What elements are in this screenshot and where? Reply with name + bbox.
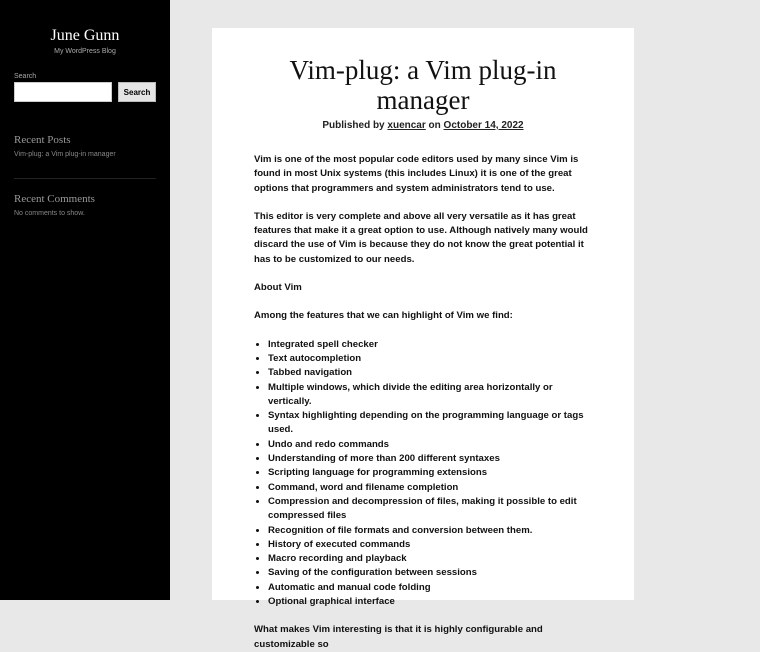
widget-divider	[14, 178, 156, 179]
sidebar	[0, 0, 170, 600]
list-item: • Saving of the configuration between sessions	[268, 566, 594, 580]
post-article	[212, 28, 634, 650]
list-item: • Optional graphical interface	[268, 595, 594, 609]
list-item: • Integrated spell checker	[268, 338, 594, 352]
search-label: Search	[14, 73, 37, 80]
paragraph: What makes Vim interesting is that it is highly configurable and customizable so	[254, 624, 543, 650]
author-link[interactable]: xuencar	[387, 120, 426, 131]
feature-list	[254, 338, 594, 610]
published-by-label: Published by	[322, 120, 385, 131]
list-item: • History of executed commands	[268, 538, 594, 552]
site-title[interactable]: June Gunn	[50, 27, 120, 44]
site-description: My WordPress Blog	[54, 48, 116, 55]
list-item: • Scripting language for programming extensions	[268, 466, 594, 480]
on-label: on	[428, 120, 441, 131]
list-item: • Macro recording and playback	[268, 552, 594, 566]
post-body	[254, 153, 594, 652]
list-item: • Automatic and manual code folding	[268, 581, 594, 595]
list-item: • Text autocompletion	[268, 352, 594, 366]
list-item: • Syntax highlighting depending on the programming language or tags used.	[268, 409, 594, 438]
search-form	[14, 82, 170, 102]
list-item: • Command, word and filename completion	[268, 481, 594, 495]
paragraph: Vim is one of the most popular code editors used by many since Vim is found in most Unix systems (this includes Linux) it is one of the great options that programmers and system administrators tend to use.	[254, 154, 579, 194]
list-item: • Compression and decompression of files, making it possible to edit compressed files	[268, 495, 594, 524]
list-item: • Undo and redo commands	[268, 438, 594, 452]
list-item: • Tabbed navigation	[268, 366, 594, 380]
no-comments-text: No comments to show.	[14, 210, 85, 217]
date-link[interactable]: October 14, 2022	[443, 120, 524, 131]
list-item: • Multiple windows, which divide the editing area horizontally or vertically.	[268, 381, 594, 410]
recent-comments-title: Recent Comments	[14, 193, 95, 205]
recent-post-link[interactable]: Vim-plug: a Vim plug-in manager	[14, 151, 116, 158]
list-item: • Recognition of file formats and conversion between them.	[268, 524, 594, 538]
recent-posts-title: Recent Posts	[14, 134, 71, 146]
section-heading: About Vim	[254, 282, 302, 294]
search-input[interactable]	[14, 82, 112, 102]
paragraph: Among the features that we can highlight of Vim we find:	[254, 310, 513, 322]
paragraph: This editor is very complete and above all very versatile as it has great features that make it a great option to use. Although natively many would discard the use of Vim is because they do not know the great potential it has to be customized to our needs.	[254, 210, 588, 265]
search-button[interactable]: Search	[118, 82, 156, 102]
post-title: Vim-plug: a Vim plug-in manager	[289, 55, 557, 115]
post-meta	[212, 120, 634, 131]
list-item: • Understanding of more than 200 different syntaxes	[268, 452, 594, 466]
